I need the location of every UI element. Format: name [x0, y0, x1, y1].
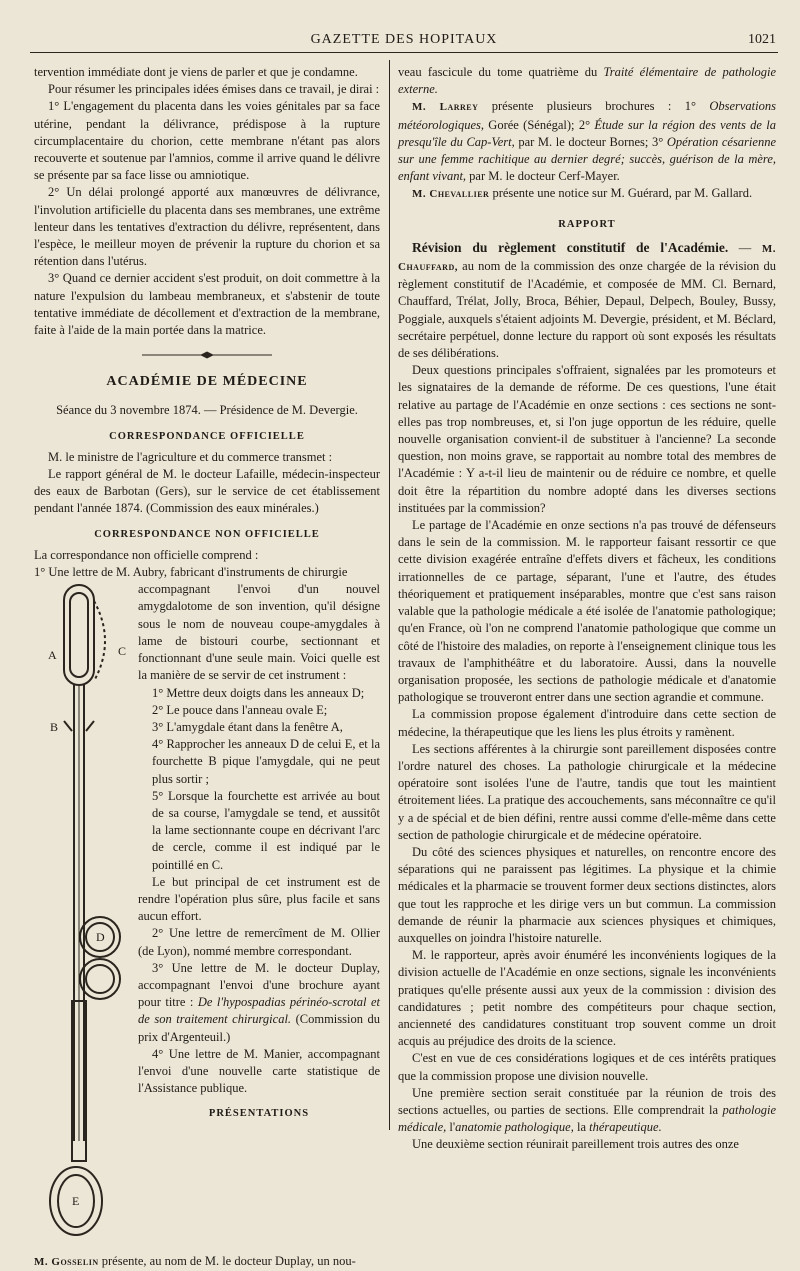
paragraph-sciences: Du côté des sciences physiques et naturelles, on rencontre encore des séparations qui ne paraissent pas légitimes. La physique et la chimie médicales et la pharmacie se trouvent former deux sections distinctes, alors que tout les rapproche et les dirige vers un but commun. La commission demande de réunir la pharmacie aux sciences physiques et chimiques, auxquelles on joindra l'histoire naturelle. [398, 844, 776, 945]
figure-label-e: E [72, 1194, 80, 1209]
instrument-section [34, 581, 380, 1253]
summary-intro: Pour résumer les principales idées émises dans ce travail, je dirai : [48, 82, 380, 97]
amygdalotome-figure [34, 581, 134, 1253]
step-3: 3° L'amygdale étant dans la fenêtre A, [152, 719, 343, 734]
step-4: 4° Rapprocher les anneaux D de celui E, et la fourchette B pique l'amygdale, qui ne peut plus sortir ; [152, 737, 380, 786]
amygdalotome-illustration [34, 581, 134, 1253]
larrey-presentation: M. Larrey présente plusieurs brochures : 1° Observations météorologiques, Gorée (Sénégal); 2° Étude sur la région des vents de la presqu'île du Cap-Vert, par M. le docteur Bornes; 3° Opération césarienne sur une femme rachitique au dernier degré; succès, guérison de la mère, enfant vivant, par M. le docteur Cerf-Mayer. [398, 99, 776, 184]
step-2: 2° Le pouce dans l'anneau ovale E; [152, 702, 328, 717]
chevallier-presentation: M. Chevallier présente une notice sur M. Guérard, par M. Gallard. [412, 186, 753, 201]
session-line: Séance du 3 novembre 1874. — Présidence de M. Devergie. [56, 403, 358, 418]
right-column [398, 64, 776, 1154]
gosselin-continuation: veau fascicule du tome quatrième du Traité élémentaire de pathologie externe. [398, 65, 776, 97]
instrument-text [138, 581, 380, 1253]
journal-title: GAZETTE DES HOPITAUX [310, 32, 498, 47]
rapport-heading: RAPPORT [558, 218, 616, 230]
conclusion-point-1: 1° L'engagement du placenta dans les voies génitales par sa face utérine, pendant la délivrance, prédispose à la rupture circumplacentaire du chorion, cette membrane n'étant pas alors recouverte et soutenue par l'amnios, comme il arrive quand le délivre se présente par sa face lisse ou amniotique. [34, 99, 380, 183]
unofficial-intro: La correspondance non officielle comprend : [34, 547, 259, 562]
presentations-heading: PRÉSENTATIONS [208, 1108, 310, 1120]
conclusion-point-2: 2° Un délai prolongé apporté aux manœuvres de délivrance, l'involution artificielle du placenta dans ses membranes, une extrême lenteur dans les tentatives d'extraction du délivre, représentent, dans l'espèce, le meilleur moyen de prévenir la rupture du chorion et sa rétention dans l'utérus. [34, 185, 380, 269]
instrument-purpose: Le but principal de cet instrument est de rendre l'opération plus sûre, plus facile et sans aucun effort. [138, 874, 380, 924]
minister-paragraph: M. le ministre de l'agriculture et du commerce transmet : [48, 449, 333, 464]
intro-paragraph: tervention immédiate dont je viens de parler et que je condamne. [34, 65, 358, 79]
ollier-letter: 2° Une lettre de remercîment de M. Ollier (de Lyon), nommé membre correspondant. [138, 926, 380, 958]
gosselin-presentation: M. Gosselin présente, au nom de M. le docteur Duplay, un nou- [34, 1254, 356, 1269]
chauffard-paragraph: Révision du règlement constitutif de l'Académie. — M. Chauffard, au nom de la commission des onze chargée de la révision du règlement constitutif de l'Académie, et composée de MM. Cl. Bernard, Chauffard, Trélat, Jolly, Broca, Béhier, Depaul, Delpech, Bouley, Bussy, Poggiale, auxquels s'étaient adjoints M. Devergie, président, et M. Béclard, secrétaire perpétuel, donne lecture du rapport où sont exposés les résultats de ses délibérations. [398, 239, 777, 361]
aubry-body: accompagnant l'envoi d'un nouvel amygdalotome de son invention, qu'il désigne sous le nom de nouveau coupe-amygdales à lame de bistouri courbe, sectionnant et fonctionnant d'une seule main. Voici quelle est la manière de se servir de cet instrument : [138, 582, 380, 683]
duplay-letter: 3° Une lettre de M. le docteur Duplay, accompagnant l'envoi d'une brochure ayant pour titre : De l'hypospadias périnéo-scrotal et de son traitement chirurgical. (Commission du prix d'Argenteuil.) [138, 960, 381, 1044]
paragraph-deux-questions: Deux questions principales s'offraient, signalées par les promoteurs et les signataires de la demande de réforme. De ces questions, l'une était relative au partage de l'Académie en onze sections : ces sections ne sont-elles pas trop nombreuses, et, si l'on juge opportun de les réduire, quelle nouvelle organisation convient-il de substituer à l'ancienne? La seconde question, non moins grave, se rapportait au nombre total des membres de l'Académie : Y a-t-il lieu de maintenir ou de réduire ce nombre, et quelle doit être la répartition du nombre adopté dans les diverses sections instituées par la commission? [398, 363, 776, 515]
manier-letter: 4° Une lettre de M. Manier, accompagnant l'envoi d'une nouvelle carte statistique de l'Assistance publique. [138, 1046, 380, 1096]
paragraph-considerations: C'est en vue de ces considérations logiques et de ces intérêts pratiques que la commission propose une division nouvelle. [398, 1051, 776, 1083]
instrument-steps [138, 685, 380, 874]
step-1: 1° Mettre deux doigts dans les anneaux D; [152, 685, 365, 700]
figure-label-c: C [118, 644, 127, 659]
conclusion-point-3: 3° Quand ce dernier accident s'est produit, on doit commettre à la nature l'expulsion du lambeau membraneux, et s'abstenir de toute tentative immédiate de décollement et d'extraction de la membrane, faite à l'aide de la main portée dans la matrice. [34, 271, 380, 338]
left-column [34, 64, 380, 1271]
academy-heading: ACADÉMIE DE MÉDECINE [106, 374, 308, 390]
step-5: 5° Lorsque la fourchette est arrivée au bout de sa course, l'amygdale se tend, et aussitôt la lame sectionnante coupe en décrivant l'arc de cercle, comme il est indiqué par le pointillé en C. [152, 788, 380, 872]
paragraph-sections: Les sections afférentes à la chirurgie sont pareillement disposées contre l'ordre naturel des choses. La pathologie chirurgicale et la médecine opératoire sont isolées l'une de l'autre, tandis que tout les maintient étroitement liées. La pratique des accouchements, sans méconnaître ce qu'il y a de spécial et de bien défini, rentre aussi comme d'elle-même dans cette section de pathologie chirurgicale et de médecine opératoire. [398, 741, 776, 842]
figure-label-d: D [96, 930, 105, 945]
paragraph-rapporteur: M. le rapporteur, après avoir énuméré les inconvénients logiques de la division actuelle de l'Académie en onze sections, signale les inconvénients pratiques qu'elle présente aussi aux yeux de la commission : division des candidatures ; petit nombre des compétiteurs pour chaque section, ancienneté des candidatures constituant trop souvent comme un droit acquis au préjudice des droits de la science. [398, 948, 776, 1049]
paragraph-partage: Le partage de l'Académie en onze sections n'a pas trouvé de défenseurs dans le sein de la commission. M. le rapporteur faisant ressortir ce que cette division exagérée entraîne d'effets divers et fâcheux, les conditions irrationnelles de ce partage, séparant, l'une et l'autre, des études théoriquement et pratiquement inséparables, montre que c'est sans raison valable que la pathologie médicale a été isolée de l'anatomie pathologique; qu'en France, où l'on ne comprend l'anatomie pathologique que comme un côté de l'histoire des maladies, on reporte à l'enseignement clinique tous les travaux de l'amphithéâtre et du laboratoire. Aussi, dans la nouvelle organisation proposée, les sections de pathologie médicale et d'anatomie pathologique se trouveront entrer dans une section agrandie et commune. [398, 518, 776, 705]
unofficial-correspondence-heading: CORRESPONDANCE NON OFFICIELLE [94, 528, 320, 540]
page-header [30, 28, 778, 53]
lafaille-report: Le rapport général de M. le docteur Lafaille, médecin-inspecteur des eaux de Barbotan (Gers), sur le service de cet établissement pendant l'année 1874. (Commission des eaux minérales.) [34, 467, 380, 516]
figure-label-a: A [48, 648, 57, 663]
page-number: 1021 [748, 32, 776, 47]
section-separator [34, 351, 380, 359]
official-correspondence-heading: CORRESPONDANCE OFFICIELLE [109, 430, 305, 442]
aubry-lead: 1° Une lettre de M. Aubry, fabricant d'instruments de chirurgie [34, 565, 348, 580]
column-divider [389, 60, 390, 1130]
figure-label-b: B [50, 720, 59, 735]
paragraph-premiere-section: Une première section serait constituée par la réunion de trois des sections actuelles, ou parties de sections. Elle comprendrait la pathologie médicale, l'anatomie pathologique, la thérapeutique. [398, 1085, 776, 1135]
paragraph-deuxieme-section: Une deuxième section réunirait pareillement trois autres des onze [412, 1137, 739, 1152]
paragraph-commission: La commission propose également d'introduire dans cette section de médecine, la thérapeutique que les liens les plus étroits y ramènent. [398, 707, 776, 739]
